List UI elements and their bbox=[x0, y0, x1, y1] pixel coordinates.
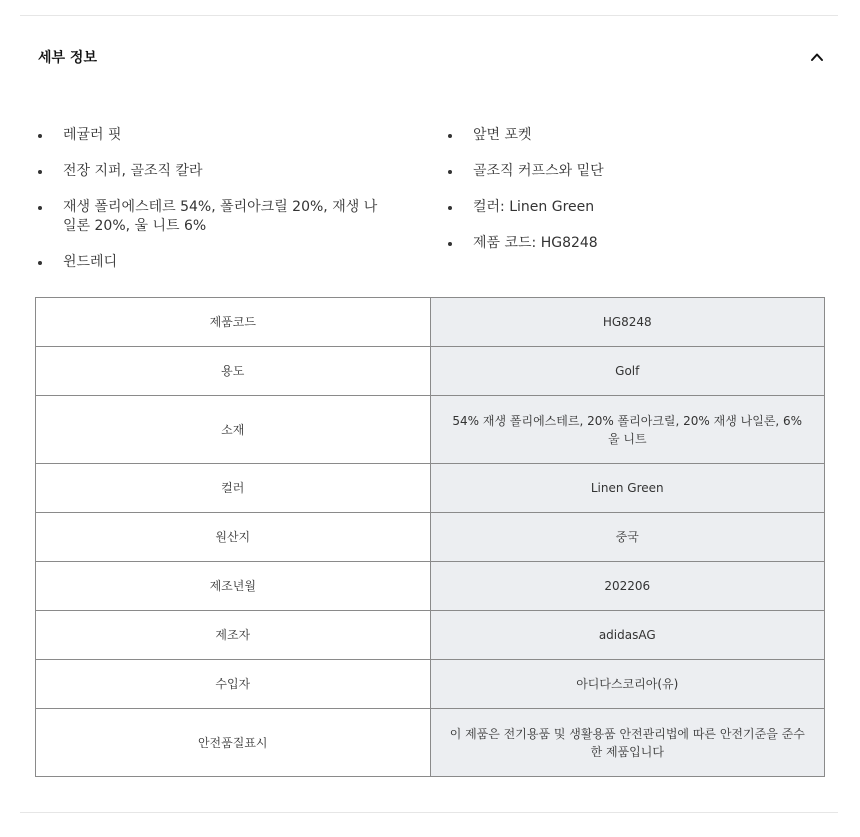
spec-value: 이 제품은 전기용품 및 생활용품 안전관리법에 따른 안전기준을 준수한 제품입니다 bbox=[430, 709, 825, 777]
feature-list-left bbox=[37, 126, 382, 289]
spec-value: 54% 재생 폴리에스테르, 20% 폴리아크릴, 20% 재생 나일론, 6% 울 니트 bbox=[430, 396, 825, 464]
bottom-divider bbox=[20, 812, 838, 813]
top-divider bbox=[20, 15, 838, 16]
spec-key: 컬러 bbox=[36, 464, 431, 513]
details-section-header[interactable] bbox=[20, 40, 838, 74]
list-item: 제품 코드: HG8248 bbox=[447, 234, 827, 253]
spec-key: 원산지 bbox=[36, 513, 431, 562]
table-row bbox=[36, 611, 825, 660]
spec-value: 202206 bbox=[430, 562, 825, 611]
spec-key: 수입자 bbox=[36, 660, 431, 709]
table-row bbox=[36, 464, 825, 513]
list-item: 재생 폴리에스테르 54%, 폴리아크릴 20%, 재생 나일론 20%, 울 니트 6% bbox=[37, 198, 382, 236]
table-row bbox=[36, 347, 825, 396]
table-row bbox=[36, 660, 825, 709]
spec-key: 소재 bbox=[36, 396, 431, 464]
table-row bbox=[36, 562, 825, 611]
spec-key: 용도 bbox=[36, 347, 431, 396]
table-row bbox=[36, 709, 825, 777]
list-item: 레귤러 핏 bbox=[37, 126, 382, 145]
spec-key: 제조년월 bbox=[36, 562, 431, 611]
spec-value: Linen Green bbox=[430, 464, 825, 513]
list-item: 앞면 포켓 bbox=[447, 126, 827, 145]
chevron-up-icon[interactable] bbox=[808, 48, 826, 66]
table-row bbox=[36, 396, 825, 464]
feature-list-right bbox=[447, 126, 827, 270]
spec-value: 중국 bbox=[430, 513, 825, 562]
spec-value: 아디다스코리아(유) bbox=[430, 660, 825, 709]
spec-key: 안전품질표시 bbox=[36, 709, 431, 777]
spec-value: HG8248 bbox=[430, 298, 825, 347]
table-row bbox=[36, 513, 825, 562]
list-item: 윈드레디 bbox=[37, 253, 382, 272]
spec-value: adidasAG bbox=[430, 611, 825, 660]
section-title: 세부 정보 bbox=[38, 50, 97, 66]
table-row bbox=[36, 298, 825, 347]
spec-key: 제품코드 bbox=[36, 298, 431, 347]
spec-value: Golf bbox=[430, 347, 825, 396]
spec-table bbox=[35, 297, 825, 777]
list-item: 골조직 커프스와 밑단 bbox=[447, 162, 827, 181]
list-item: 전장 지퍼, 골조직 칼라 bbox=[37, 162, 382, 181]
list-item: 컬러: Linen Green bbox=[447, 198, 827, 217]
spec-key: 제조자 bbox=[36, 611, 431, 660]
